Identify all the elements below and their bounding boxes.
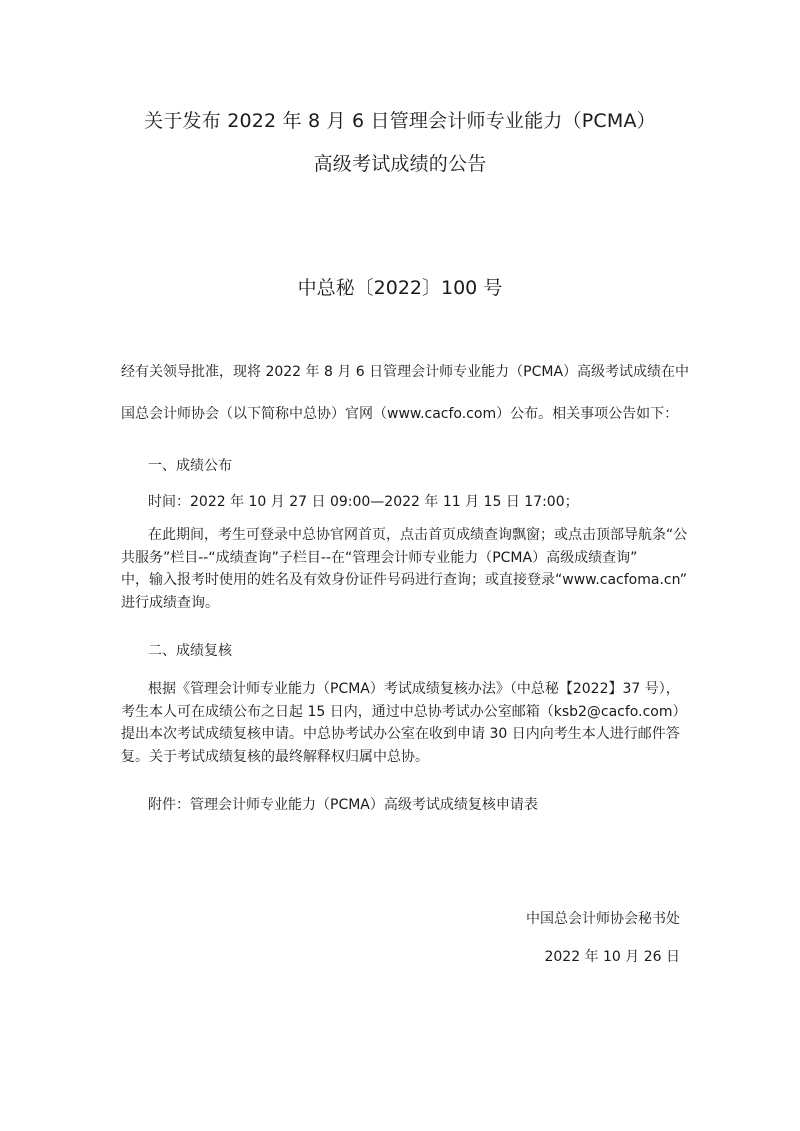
section-1-line: 中，输入报考时使用的姓名及有效身份证件号码进行查询；或直接登录“www.cacfoma.cn” — [121, 572, 687, 588]
intro-line-1: 经有关领导批准，现将 2022 年 8 月 6 日管理会计师专业能力（PCMA）高级考试成绩在中 — [121, 364, 690, 380]
attachment-note: 附件：管理会计师专业能力（PCMA）高级考试成绩复核申请表 — [148, 797, 538, 813]
signature-organization: 中国总会计师协会秘书处 — [526, 911, 680, 927]
signature-date: 2022 年 10 月 26 日 — [544, 949, 680, 965]
section-2-line: 提出本次考试成绩复核申请。中总协考试办公室在收到申请 30 日内向考生本人进行邮件答 — [121, 726, 680, 742]
section-1-line: 进行成绩查询。 — [121, 594, 219, 611]
section-1-line: 共服务”栏目--“成绩查询”子栏目--在“管理会计师专业能力（PCMA）高级成绩查询” — [121, 549, 638, 566]
section-1-line: 在此期间，考生可登录中总协官网首页，点击首页成绩查询飘窗；或点击顶部导航条“公 — [148, 527, 688, 543]
section-1-body — [121, 524, 688, 614]
section-2-line: 考生本人可在成绩公布之日起 15 日内，通过中总协考试办公室邮箱（ksb2@cacfo.com） — [121, 703, 687, 720]
section-2-heading: 二、成绩复核 — [148, 643, 232, 659]
section-1-time: 时间：2022 年 10 月 27 日 09:00—2022 年 11 月 15 日 17:00； — [148, 494, 579, 510]
section-2-line: 复。关于考试成绩复核的最终解释权归属中总协。 — [121, 748, 429, 765]
document-title-line-2: 高级考试成绩的公告 — [313, 153, 487, 175]
document-number: 中总秘〔2022〕100 号 — [297, 277, 503, 299]
document-title-line-1: 关于发布 2022 年 8 月 6 日管理会计师专业能力（PCMA） — [144, 110, 656, 132]
intro-line-2: 国总会计师协会（以下简称中总协）官网（www.cacfo.com）公布。相关事项公告如下： — [121, 406, 679, 422]
section-2-body — [121, 678, 687, 768]
section-1-heading: 一、成绩公布 — [148, 458, 232, 474]
section-2-line: 根据《管理会计师专业能力（PCMA）考试成绩复核办法》（中总秘【2022】37 号）， — [148, 681, 680, 697]
